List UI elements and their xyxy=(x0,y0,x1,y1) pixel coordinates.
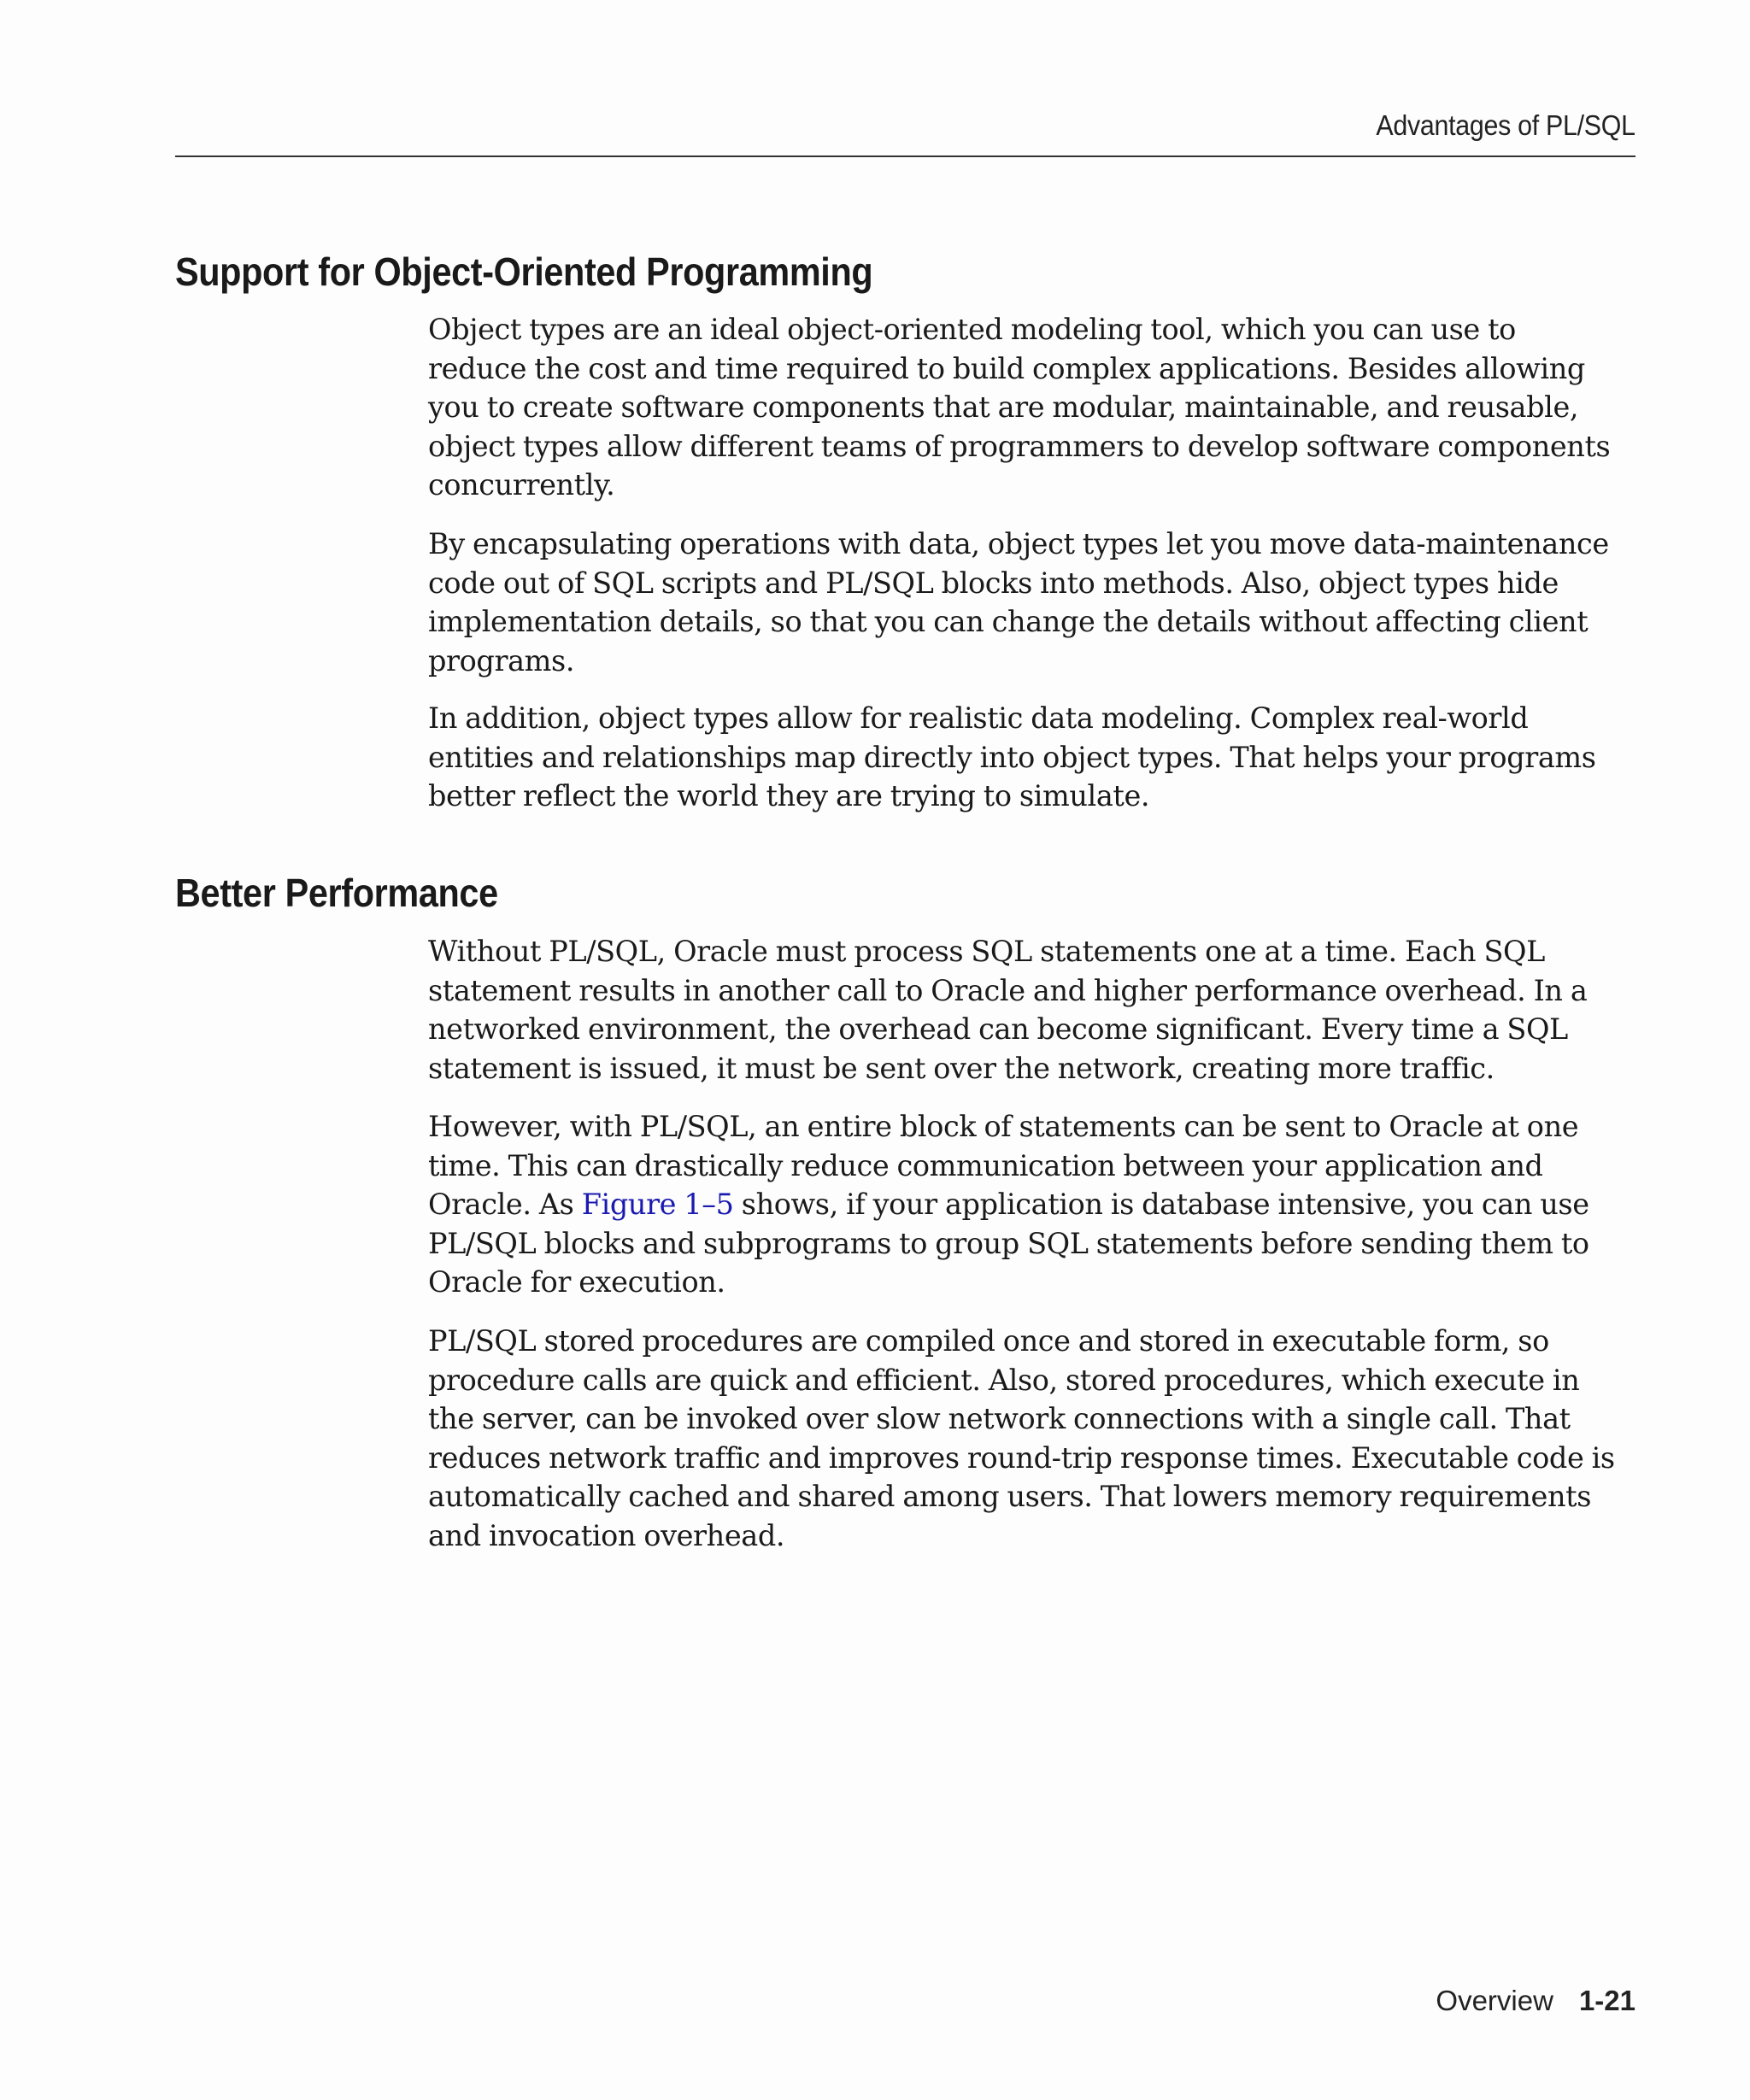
section-heading-object-oriented: Support for Object-Oriented Programming xyxy=(175,249,873,294)
text-line: Object types are an ideal object-oriented modeling tool, which you can use to xyxy=(428,313,1516,346)
running-header: Advantages of PL/SQL xyxy=(1376,109,1635,141)
text-line: implementation details, so that you can change the details without affecting client xyxy=(428,605,1589,639)
text-line: code out of SQL scripts and PL/SQL blocks into methods. Also, object types hide xyxy=(428,566,1559,600)
paragraph-without-plsql xyxy=(428,932,1650,1088)
text-line: Without PL/SQL, Oracle must process SQL statements one at a time. Each SQL xyxy=(428,935,1545,968)
footer-chapter: Overview xyxy=(1436,1985,1553,2016)
text-line: entities and relationships map directly into object types. That helps your programs xyxy=(428,740,1596,774)
text-line: networked environment, the overhead can become significant. Every time a SQL xyxy=(428,1012,1568,1047)
paragraph-with-plsql xyxy=(428,1107,1650,1302)
text-line xyxy=(428,1185,1650,1224)
page-footer xyxy=(1436,1985,1635,2017)
text-line: In addition, object types allow for realistic data modeling. Complex real-world xyxy=(428,701,1529,735)
text-line: procedure calls are quick and efficient. Also, stored procedures, which execute in xyxy=(428,1363,1580,1397)
text-fragment: shows, if your application is database intensive, you can use xyxy=(733,1188,1589,1222)
text-line: you to create software components that are modular, maintainable, and reusable, xyxy=(428,390,1579,425)
text-line: concurrently. xyxy=(428,468,615,502)
paragraph-object-types-intro xyxy=(428,310,1650,505)
paragraph-stored-procedures xyxy=(428,1322,1650,1556)
text-line: However, with PL/SQL, an entire block of statements can be sent to Oracle at one xyxy=(428,1110,1579,1143)
page-number: 1-21 xyxy=(1578,1985,1635,2016)
text-line: By encapsulating operations with data, object types let you move data-maintenance xyxy=(428,527,1609,560)
text-line: time. This can drastically reduce communication between your application and xyxy=(428,1148,1543,1182)
text-line: automatically cached and shared among users. That lowers memory requirements xyxy=(428,1480,1591,1514)
paragraph-encapsulation xyxy=(428,525,1650,680)
header-rule xyxy=(175,155,1635,157)
text-line: Oracle for execution. xyxy=(428,1265,725,1299)
text-line: statement results in another call to Oracle and higher performance overhead. In a xyxy=(428,973,1588,1007)
text-line: programs. xyxy=(428,643,575,678)
paragraph-data-modeling xyxy=(428,699,1650,816)
text-fragment: Oracle. As xyxy=(428,1188,582,1222)
text-line: reduces network traffic and improves round-trip response times. Executable code is xyxy=(428,1440,1615,1475)
text-line: PL/SQL stored procedures are compiled once and stored in executable form, so xyxy=(428,1324,1549,1358)
text-line: reduce the cost and time required to build complex applications. Besides allowing xyxy=(428,351,1585,385)
text-line: statement is issued, it must be sent over the network, creating more traffic. xyxy=(428,1051,1495,1085)
text-line: better reflect the world they are trying to simulate. xyxy=(428,779,1150,813)
figure-1-5-link[interactable]: Figure 1–5 xyxy=(581,1188,734,1222)
text-line: object types allow different teams of programmers to develop software components xyxy=(428,429,1611,463)
text-line: the server, can be invoked over slow network connections with a single call. That xyxy=(428,1402,1571,1436)
section-heading-better-performance: Better Performance xyxy=(175,871,498,915)
text-line: and invocation overhead. xyxy=(428,1518,785,1552)
text-line: PL/SQL blocks and subprograms to group SQL statements before sending them to xyxy=(428,1226,1589,1260)
